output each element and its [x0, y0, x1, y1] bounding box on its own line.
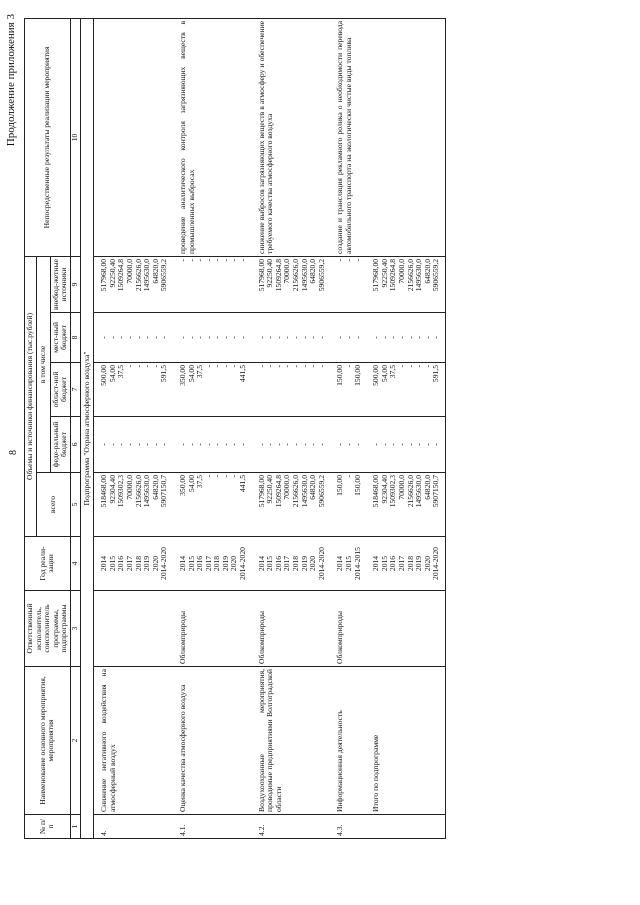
regional-cell: -	[396, 365, 406, 368]
header-funding-group: Объемы и источники финансирования (тыс.рублей)	[25, 256, 37, 536]
regional-cell: -	[308, 365, 318, 368]
extrabudget-cell: -	[195, 258, 205, 262]
local-cell: -	[212, 336, 222, 339]
federal-cell: -	[308, 443, 318, 446]
federal-cell: -	[282, 443, 292, 446]
regional-cell: -	[422, 365, 432, 368]
header-year: Год реали-зации	[25, 537, 71, 591]
year-cell: 2014	[177, 555, 187, 572]
federal-cell: -	[405, 443, 415, 446]
regional-cell: -	[405, 365, 415, 368]
direct-result: проведение аналитического контроля загрязняющих веществ в промышленных выбросах	[173, 18, 252, 256]
extrabudget-cell-group	[330, 256, 366, 312]
extrabudget-cell: 70000,0	[396, 258, 406, 284]
local-cell: -	[299, 336, 309, 339]
local-cell-group	[252, 313, 331, 363]
local-cell: -	[431, 336, 441, 339]
federal-cell: -	[150, 443, 160, 446]
column-number: 4	[70, 537, 80, 591]
regional-cell: 150,00	[335, 365, 345, 386]
regional-cell: 37,5	[116, 365, 126, 379]
year-cell: 2020	[308, 555, 318, 572]
extrabudget-cell: 64820,0	[308, 258, 318, 284]
federal-cell: -	[352, 443, 362, 446]
total-cell: 441,5	[238, 475, 248, 493]
regional-cell: -	[273, 365, 283, 368]
federal-cell: -	[177, 443, 187, 446]
local-cell: -	[282, 336, 292, 339]
column-number: 2	[70, 667, 80, 815]
extrabudget-cell: -	[238, 258, 248, 262]
year-cell: 2016	[116, 555, 126, 572]
regional-cell: -	[212, 365, 222, 368]
row-number: 4.1.	[173, 815, 252, 839]
total-cell-group	[94, 473, 173, 537]
regional-cell: -	[142, 365, 152, 368]
extrabudget-cell-group	[252, 256, 331, 312]
total-cell-group	[252, 473, 331, 537]
column-number-row	[70, 18, 80, 838]
extrabudget-cell: 2156626,0	[133, 258, 143, 292]
extrabudget-cell: 1495630,0	[414, 258, 424, 292]
extrabudget-cell: -	[344, 258, 353, 262]
extrabudget-cell: 1495630,0	[142, 258, 152, 292]
total-cell: 150,00	[352, 475, 362, 496]
measure-name: Информационная деятельность	[330, 667, 366, 815]
regional-cell-group	[94, 363, 173, 417]
local-cell: -	[116, 336, 126, 339]
local-cell: -	[229, 336, 239, 339]
year-cell: 2015	[186, 555, 196, 572]
federal-cell: -	[431, 443, 441, 446]
responsible-executor	[366, 591, 445, 667]
federal-cell-group	[366, 417, 445, 473]
extrabudget-cell: 1509264,8	[116, 258, 126, 292]
regional-cell: -	[299, 365, 309, 368]
federal-cell: -	[265, 443, 275, 446]
year-cell: 2018	[291, 555, 301, 572]
extrabudget-cell: -	[229, 258, 239, 262]
year-cell-group	[173, 537, 252, 591]
total-cell: 37,5	[195, 475, 205, 489]
federal-cell: -	[344, 443, 353, 446]
total-cell: 70000,0	[396, 475, 406, 500]
year-cell: 2014	[371, 555, 381, 572]
local-cell: -	[177, 336, 187, 339]
local-cell: -	[291, 336, 301, 339]
header-local: мест-ный бюджет	[50, 313, 70, 363]
total-cell: 518468,00	[99, 475, 109, 508]
local-cell: -	[186, 336, 196, 339]
federal-cell: -	[220, 443, 230, 446]
row-number	[366, 815, 445, 839]
regional-cell: -	[414, 365, 424, 368]
federal-cell-group	[173, 417, 252, 473]
table-row	[252, 18, 331, 838]
local-cell: -	[414, 336, 424, 339]
total-cell: 92250,40	[265, 475, 275, 504]
extrabudget-cell: 2156626,0	[291, 258, 301, 292]
regional-cell: -	[150, 365, 160, 368]
regional-cell: 441,5	[238, 365, 248, 383]
total-cell: -	[220, 475, 230, 478]
local-cell: -	[316, 336, 326, 339]
federal-cell: -	[159, 443, 169, 446]
year-cell: 2016	[273, 555, 283, 572]
federal-cell: -	[142, 443, 152, 446]
year-cell: 2017	[282, 555, 292, 572]
extrabudget-cell: 1509264,8	[388, 258, 398, 292]
local-cell: -	[142, 336, 152, 339]
total-cell: 5907150,7	[159, 475, 169, 508]
measure-name: Снижение негативного воздействия на атмосферный воздух	[94, 667, 173, 815]
local-cell: -	[405, 336, 415, 339]
local-cell-group	[330, 313, 366, 363]
regional-cell: -	[133, 365, 143, 368]
year-cell: 2014-2020	[431, 547, 441, 580]
year-cell: 2014-2015	[352, 547, 362, 580]
header-responsible: Ответственный исполнитель, соисполнитель программы, подпрограммы	[25, 591, 71, 667]
extrabudget-cell: 5906559,2	[159, 258, 169, 292]
column-number: 1	[70, 815, 80, 839]
federal-cell: -	[133, 443, 143, 446]
extrabudget-cell: 92250,40	[265, 258, 275, 288]
local-cell: -	[203, 336, 213, 339]
extrabudget-cell: 5906559,2	[316, 258, 326, 292]
local-cell: -	[256, 336, 266, 339]
federal-cell: -	[388, 443, 398, 446]
responsible-executor: Облкомприроды	[173, 591, 252, 667]
local-cell: -	[265, 336, 275, 339]
regional-cell: -	[282, 365, 292, 368]
regional-cell: 37,5	[195, 365, 205, 379]
regional-cell-group	[366, 363, 445, 417]
table-row	[366, 18, 445, 838]
total-cell: 64820,0	[150, 475, 160, 500]
total-cell: 92304,40	[379, 475, 389, 504]
year-cell: 2017	[124, 555, 134, 572]
regional-cell: -	[344, 365, 353, 368]
year-cell: 2018	[212, 555, 222, 572]
regional-cell: -	[229, 365, 239, 368]
extrabudget-cell: -	[203, 258, 213, 262]
total-cell: 5907150,7	[431, 475, 441, 508]
column-number: 6	[70, 417, 80, 473]
local-cell: -	[388, 336, 398, 339]
subprogram-row	[80, 18, 94, 838]
year-cell: 2015	[379, 555, 389, 572]
extrabudget-cell-group	[366, 256, 445, 312]
extrabudget-cell: 1495630,0	[299, 258, 309, 292]
extrabudget-cell: -	[186, 258, 196, 262]
extrabudget-cell: 517968,00	[256, 258, 266, 292]
regional-cell-group	[330, 363, 366, 417]
federal-cell: -	[124, 443, 134, 446]
year-cell: 2015	[265, 555, 275, 572]
appendix-label: Продолжение приложения 3	[5, 14, 17, 147]
year-cell: 2016	[195, 555, 205, 572]
total-cell: 64820,0	[422, 475, 432, 500]
federal-cell: -	[316, 443, 326, 446]
column-number: 7	[70, 363, 80, 417]
year-cell: 2018	[405, 555, 415, 572]
local-cell-group	[366, 313, 445, 363]
regional-cell: 591,5	[431, 365, 441, 383]
extrabudget-cell: -	[220, 258, 230, 262]
regional-cell: -	[265, 365, 275, 368]
year-cell: 2019	[414, 555, 424, 572]
total-cell: 518468,00	[371, 475, 381, 508]
regional-cell: -	[124, 365, 134, 368]
column-number: 8	[70, 313, 80, 363]
regional-cell: -	[291, 365, 301, 368]
total-cell: 1495630,0	[142, 475, 152, 508]
header-extrabudget: внебюд-жетные источники	[50, 256, 70, 312]
total-cell: -	[344, 475, 353, 478]
regional-cell: 54,00	[186, 365, 196, 383]
regional-cell: 591,5	[159, 365, 169, 383]
local-cell: -	[220, 336, 230, 339]
local-cell: -	[107, 336, 117, 339]
funding-table	[24, 18, 446, 839]
regional-cell: -	[256, 365, 266, 368]
page-number: 8	[8, 450, 19, 455]
column-number: 5	[70, 473, 80, 537]
column-number: 9	[70, 256, 80, 312]
column-number: 10	[70, 18, 80, 256]
column-number: 3	[70, 591, 80, 667]
total-cell: -	[229, 475, 239, 478]
extrabudget-cell: 517968,00	[99, 258, 109, 292]
extrabudget-cell: -	[177, 258, 187, 262]
local-cell: -	[133, 336, 143, 339]
year-cell: 2019	[299, 555, 309, 572]
year-cell: 2017	[203, 555, 213, 572]
total-cell: 2156626,0	[291, 475, 301, 508]
total-cell: 1509302,3	[116, 475, 126, 508]
regional-cell: 54,00	[107, 365, 117, 383]
local-cell: -	[344, 336, 353, 339]
extrabudget-cell: 64820,0	[150, 258, 160, 284]
local-cell-group	[94, 313, 173, 363]
extrabudget-cell: -	[352, 258, 362, 262]
year-cell: 2014	[256, 555, 266, 572]
year-cell-group	[366, 537, 445, 591]
federal-cell: -	[291, 443, 301, 446]
total-cell: 70000,0	[124, 475, 134, 500]
header-num: № п/п	[25, 815, 71, 839]
regional-cell: 150,00	[352, 365, 362, 386]
responsible-executor: Облкомприроды	[252, 591, 331, 667]
total-cell: 5906559,2	[316, 475, 326, 508]
regional-cell: -	[316, 365, 326, 368]
extrabudget-cell: -	[212, 258, 222, 262]
local-cell: -	[308, 336, 318, 339]
total-cell: 2156626,0	[133, 475, 143, 508]
year-cell: 2014-2020	[159, 547, 169, 580]
header-regional: област-ной бюджет	[50, 363, 70, 417]
extrabudget-cell: 1509264,8	[273, 258, 283, 292]
measure-name: Оценка качества атмосферного воздуха	[173, 667, 252, 815]
total-cell: -	[203, 475, 213, 478]
extrabudget-cell: 5906559,2	[431, 258, 441, 292]
regional-cell: 500,00	[371, 365, 381, 386]
regional-cell-group	[252, 363, 331, 417]
federal-cell: -	[107, 443, 117, 446]
year-cell: 2014-2020	[238, 547, 248, 580]
table-row	[94, 18, 173, 838]
local-cell: -	[99, 336, 109, 339]
federal-cell: -	[335, 443, 345, 446]
federal-cell-group	[252, 417, 331, 473]
federal-cell: -	[422, 443, 432, 446]
regional-cell: 500,00	[99, 365, 109, 386]
federal-cell: -	[116, 443, 126, 446]
total-cell: 150,00	[335, 475, 345, 496]
federal-cell: -	[186, 443, 196, 446]
measure-name: Итого по подпрограмме	[366, 667, 445, 815]
subprogram-title: Подпрограмма "Охрана атмосферного воздуха"	[80, 18, 94, 838]
federal-cell: -	[195, 443, 205, 446]
regional-cell: 54,00	[379, 365, 389, 383]
year-cell: 2014	[99, 555, 109, 572]
local-cell: -	[352, 336, 362, 339]
federal-cell: -	[414, 443, 424, 446]
local-cell-group	[173, 313, 252, 363]
total-cell: 350,00	[177, 475, 187, 496]
table-row	[173, 18, 252, 838]
total-cell: 64820,0	[308, 475, 318, 500]
year-cell: 2020	[229, 555, 239, 572]
extrabudget-cell: 70000,0	[124, 258, 134, 284]
federal-cell-group	[330, 417, 366, 473]
extrabudget-cell: -	[335, 258, 345, 262]
federal-cell: -	[273, 443, 283, 446]
federal-cell: -	[203, 443, 213, 446]
federal-cell: -	[396, 443, 406, 446]
federal-cell: -	[299, 443, 309, 446]
table-row	[330, 18, 366, 838]
year-cell: 2015	[344, 555, 353, 572]
direct-result: снижение выбросов загрязняющих веществ в атмосферу и обеспечение требуемого качества атмосферного воздуха	[252, 18, 331, 256]
header-total: всего	[36, 473, 70, 537]
total-cell: 70000,0	[282, 475, 292, 500]
regional-cell: 37,5	[388, 365, 398, 379]
year-cell: 2016	[388, 555, 398, 572]
year-cell: 2017	[396, 555, 406, 572]
responsible-executor	[94, 591, 173, 667]
extrabudget-cell: 517968,00	[371, 258, 381, 292]
local-cell: -	[371, 336, 381, 339]
extrabudget-cell: 64820,0	[422, 258, 432, 284]
local-cell: -	[124, 336, 134, 339]
local-cell: -	[159, 336, 169, 339]
header-including: в том числе	[36, 256, 50, 472]
local-cell: -	[396, 336, 406, 339]
total-cell: 1495630,0	[299, 475, 309, 508]
direct-result	[94, 18, 173, 256]
direct-result: создание и трансляция рекламного ролика о необходимости перевода автомобильного транспорта на экологически чистые виды топлива	[330, 18, 366, 256]
year-cell: 2020	[150, 555, 160, 572]
measure-name: Воздухоохранные мероприятия, проводимые предприятиями Волгоградской области	[252, 667, 331, 815]
total-cell: 92304,40	[107, 475, 117, 504]
federal-cell-group	[94, 417, 173, 473]
total-cell: 54,00	[186, 475, 196, 493]
year-cell: 2014	[335, 555, 345, 572]
local-cell: -	[195, 336, 205, 339]
local-cell: -	[238, 336, 248, 339]
total-cell: 1495630,0	[414, 475, 424, 508]
direct-result	[366, 18, 445, 256]
row-number: 4.3.	[330, 815, 366, 839]
year-cell: 2015	[107, 555, 117, 572]
federal-cell: -	[212, 443, 222, 446]
extrabudget-cell-group	[94, 256, 173, 312]
year-cell: 2018	[133, 555, 143, 572]
year-cell-group	[94, 537, 173, 591]
total-cell-group	[330, 473, 366, 537]
year-cell-group	[330, 537, 366, 591]
federal-cell: -	[238, 443, 248, 446]
extrabudget-cell: 70000,0	[282, 258, 292, 284]
extrabudget-cell: 92250,40	[379, 258, 389, 288]
local-cell: -	[379, 336, 389, 339]
federal-cell: -	[379, 443, 389, 446]
extrabudget-cell: 92250,40	[107, 258, 117, 288]
federal-cell: -	[229, 443, 239, 446]
local-cell: -	[335, 336, 345, 339]
total-cell: -	[212, 475, 222, 478]
federal-cell: -	[256, 443, 266, 446]
regional-cell: -	[203, 365, 213, 368]
local-cell: -	[422, 336, 432, 339]
year-cell-group	[252, 537, 331, 591]
year-cell: 2019	[220, 555, 230, 572]
total-cell: 1509264,8	[273, 475, 283, 508]
total-cell: 517968,00	[256, 475, 266, 508]
year-cell: 2019	[142, 555, 152, 572]
total-cell-group	[366, 473, 445, 537]
row-number: 4.2.	[252, 815, 331, 839]
total-cell: 2156626,0	[405, 475, 415, 508]
header-results: Непосредственные результаты реализации мероприятия	[25, 18, 71, 256]
header-name: Наименование основного мероприятия, мероприятия	[25, 667, 71, 815]
row-number: 4.	[94, 815, 173, 839]
year-cell: 2014-2020	[316, 547, 326, 580]
federal-cell: -	[99, 443, 109, 446]
total-cell: 1509302,3	[388, 475, 398, 508]
regional-cell-group	[173, 363, 252, 417]
regional-cell: 350,00	[177, 365, 187, 386]
local-cell: -	[150, 336, 160, 339]
total-cell-group	[173, 473, 252, 537]
year-cell: 2020	[422, 555, 432, 572]
extrabudget-cell: 2156626,0	[405, 258, 415, 292]
local-cell: -	[273, 336, 283, 339]
extrabudget-cell-group	[173, 256, 252, 312]
responsible-executor: Облкомприроды	[330, 591, 366, 667]
regional-cell: -	[220, 365, 230, 368]
federal-cell: -	[371, 443, 381, 446]
header-federal: феде-ральный бюджет	[50, 417, 70, 473]
